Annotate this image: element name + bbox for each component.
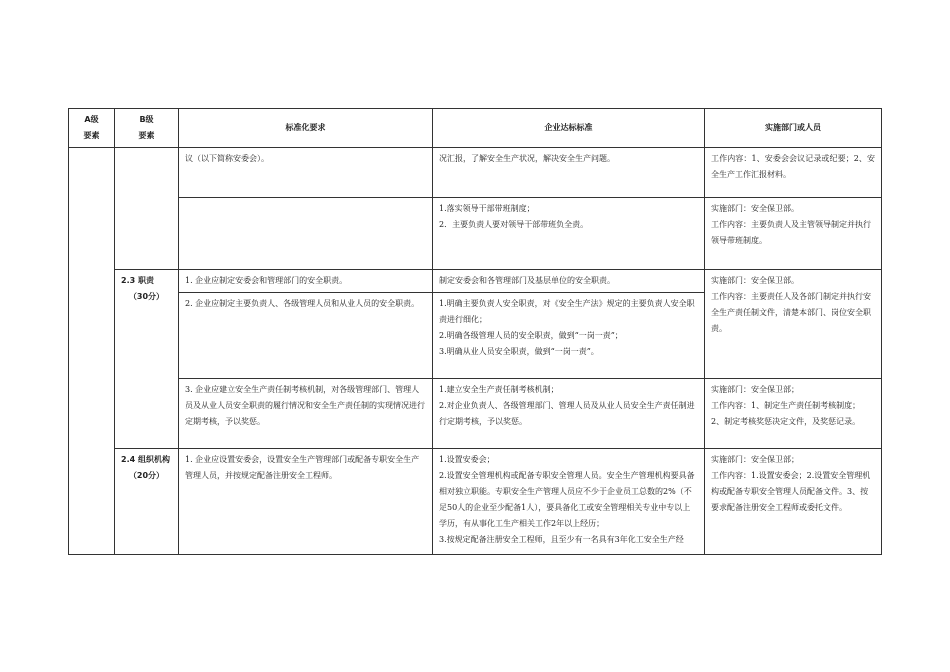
department-cell: 实施部门：安全保卫部。 工作内容：主要负责人及主管领导制定并执行领导带班制度。 xyxy=(705,198,882,270)
b-section-score: （20分） xyxy=(128,471,165,480)
header-b-level: B级 要素 xyxy=(115,109,179,148)
b-section-title: 2.3 职责 xyxy=(121,276,154,285)
header-standard-requirement: 标准化要求 xyxy=(179,109,433,148)
standard-cell: 2. 企业应制定主要负责人、各级管理人员和从业人员的安全职责。 xyxy=(179,293,433,379)
department-cell: 实施部门：安全保卫部； 工作内容：1.设置安委会；2.设置安全管理机构或配备专职安全管理人员配备文件。3、按要求配备注册安全工程师或委托文件。 xyxy=(705,449,882,555)
b-level-cell-2-4 xyxy=(115,449,179,555)
header-a-level: A级 要素 xyxy=(69,109,115,148)
b-level-cell-2-3 xyxy=(115,270,179,449)
standard-cell xyxy=(179,198,433,270)
standard-cell: 3. 企业应建立安全生产责任制考核机制，对各级管理部门、管理人员及从业人员安全职责的履行情况和安全生产责任制的实现情况进行定期考核，予以奖惩。 xyxy=(179,379,433,449)
header-department: 实施部门或人员 xyxy=(705,109,882,148)
department-cell: 工作内容：1、安委会会议记录或纪要；2、安全生产工作汇报材料。 xyxy=(705,148,882,198)
standard-cell: 1. 企业应制定安委会和管理部门的安全职责。 xyxy=(179,270,433,293)
table-row xyxy=(69,198,882,270)
standard-cell: 1. 企业应设置安委会，设置安全生产管理部门或配备专职安全生产管理人员，并按规定配备注册安全工程师。 xyxy=(179,449,433,555)
table-row xyxy=(69,379,882,449)
department-cell: 实施部门：安全保卫部。 工作内容：主要责任人及各部门制定并执行安全生产责任制文件，清楚本部门、岗位安全职责。 xyxy=(705,270,882,379)
table-row xyxy=(69,449,882,555)
enterprise-cell: 1.落实领导干部带班制度； 2．主要负责人要对领导干部带班负全责。 xyxy=(433,198,705,270)
enterprise-cell: 1.明确主要负责人安全职责，对《安全生产法》规定的主要负责人安全职责进行细化； 2.明确各级管理人员的安全职责，做到“一岗一责”； 3.明确从业人员安全职责，做到“一岗一责”。 xyxy=(433,293,705,379)
enterprise-cell: 1.设置安委会； 2.设置安全管理机构或配备专职安全管理人员。安全生产管理机构要具备相对独立职能。专职安全生产管理人员应不少于企业员工总数的2%（不足50人的企业至少配备1人），要具备化工或安全管理相关专业中专以上学历，有从事化工生产相关工作2年以上经历； 3.按规定配备注册安全工程师，且至少有一名具有3年化工安全生产经 xyxy=(433,449,705,555)
b-section-score: （30分） xyxy=(128,292,165,301)
enterprise-cell: 况汇报，了解安全生产状况，解决安全生产问题。 xyxy=(433,148,705,198)
header-enterprise-standard: 企业达标标准 xyxy=(433,109,705,148)
b-level-cell-empty xyxy=(115,148,179,270)
enterprise-cell: 制定安委会和各管理部门及基层单位的安全职责。 xyxy=(433,270,705,293)
department-cell: 实施部门：安全保卫部； 工作内容：1、制定生产责任制考核制度； 2、制定考核奖惩决定文件，及奖惩记录。 xyxy=(705,379,882,449)
standards-table xyxy=(68,108,882,555)
table-row xyxy=(69,270,882,293)
standard-cell: 议（以下简称安委会）。 xyxy=(179,148,433,198)
table-header-row xyxy=(69,109,882,148)
a-level-cell xyxy=(69,148,115,555)
table-row xyxy=(69,148,882,198)
enterprise-cell: 1.建立安全生产责任制考核机制； 2.对企业负责人、各级管理部门、管理人员及从业人员安全生产责任制进行定期考核，予以奖惩。 xyxy=(433,379,705,449)
b-section-title: 2.4 组织机构 xyxy=(121,455,170,464)
